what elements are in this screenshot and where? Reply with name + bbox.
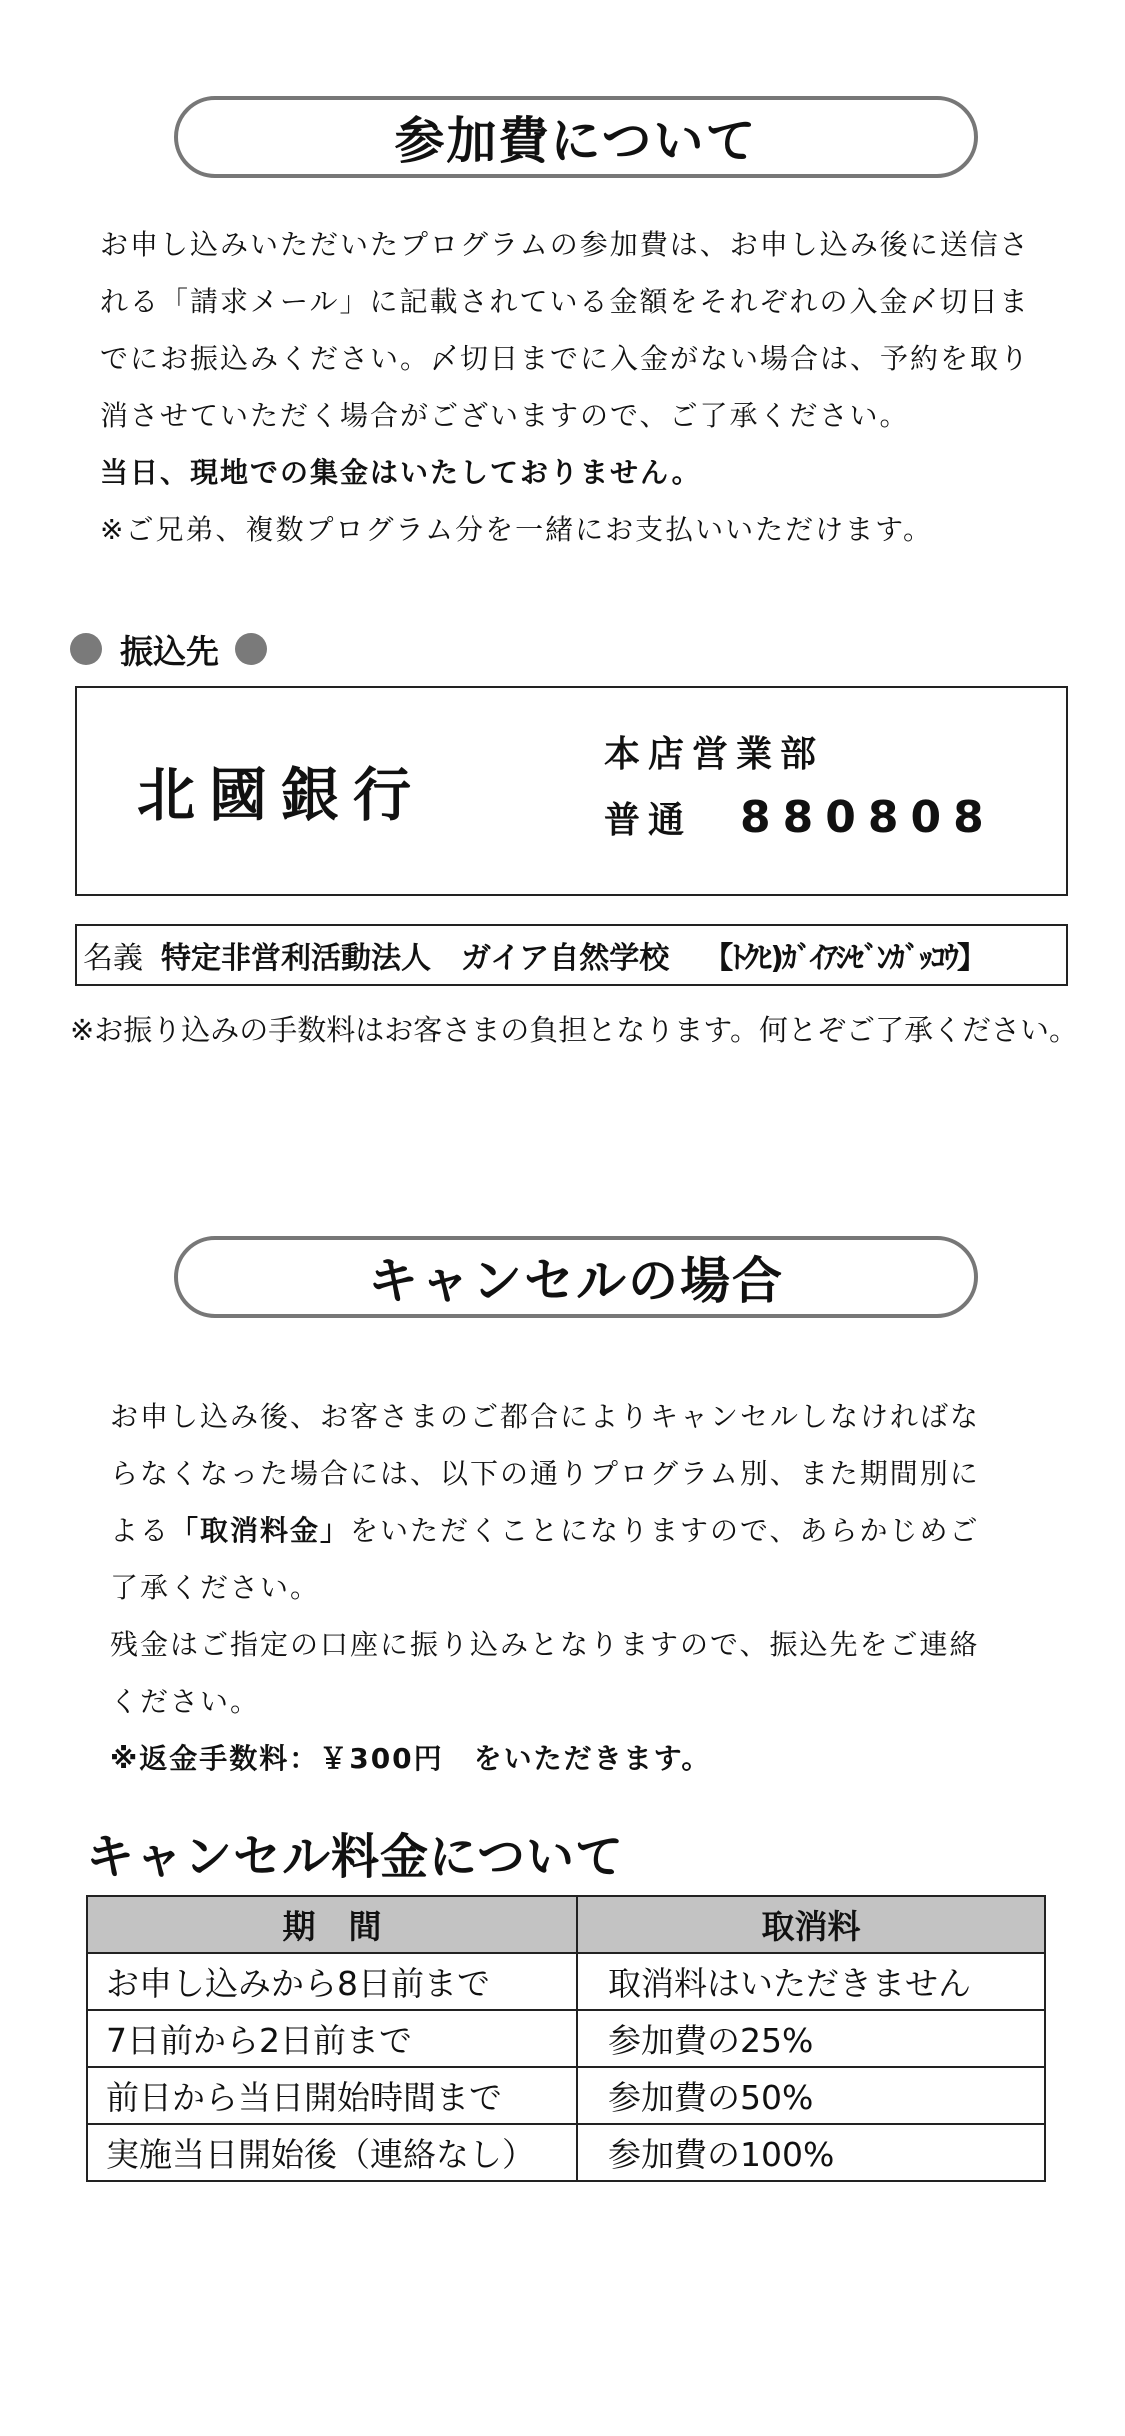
table-row bbox=[87, 2124, 1045, 2181]
cancel-fee-heading: キャンセル料金について bbox=[86, 1829, 625, 1885]
fee-header: 取消料 bbox=[577, 1896, 1045, 1953]
refund-fee-note: ※返金手数料：￥300円 をいただきます。 bbox=[110, 1742, 712, 1775]
cancel-fee-table bbox=[86, 1895, 1046, 2182]
holder-name: 特定非営利活動法人 ガイア自然学校 bbox=[161, 941, 670, 976]
period-cell: お申し込みから8日前まで bbox=[87, 1953, 577, 2010]
branch-name: 本店営業部 bbox=[604, 734, 825, 775]
period-cell: 7日前から2日前まで bbox=[87, 2010, 577, 2067]
cancel-paragraph-line: お申し込み後、お客さまのご都合によりキャンセルしなければな bbox=[110, 1400, 981, 1433]
account-info bbox=[604, 792, 996, 843]
transfer-fee-note: ※お振り込みの手数料はお客さまの負担となります。何とぞご了承ください。 bbox=[70, 1013, 1078, 1047]
fee-paragraph bbox=[100, 216, 1030, 558]
cancel-line-text: よる bbox=[110, 1514, 171, 1547]
account-type: 普通 bbox=[604, 800, 693, 841]
fee-paragraph-line: 消させていただく場合がございますので、ご了承ください。 bbox=[100, 399, 910, 432]
bank-info-box bbox=[75, 686, 1068, 896]
cancel-paragraph-line: 了承ください。 bbox=[110, 1571, 321, 1604]
cancel-paragraph-line bbox=[110, 1502, 980, 1559]
holder-kana: 【ﾄｸﾋ)ｶﾞｲｱｼｾﾞﾝｶﾞｯｺｳ】 bbox=[703, 941, 985, 976]
cancel-line-text: をいただくことになりますので、あらかじめご bbox=[350, 1514, 980, 1547]
period-header: 期 間 bbox=[87, 1896, 577, 1953]
transfer-label: 振込先 bbox=[120, 631, 219, 671]
fee-cell: 参加費の25% bbox=[577, 2010, 1045, 2067]
cancel-paragraph-line: らなくなった場合には、以下の通りプログラム別、また期間別に bbox=[110, 1457, 980, 1490]
cancel-paragraph-line: ください。 bbox=[110, 1685, 261, 1718]
transfer-label-row bbox=[70, 624, 267, 674]
fee-cell: 参加費の100% bbox=[577, 2124, 1045, 2181]
fee-paragraph-line: れる「請求メール」に記載されている金額をそれぞれの入金〆切日ま bbox=[100, 285, 1030, 318]
table-row bbox=[87, 2067, 1045, 2124]
period-cell: 実施当日開始後（連絡なし） bbox=[87, 2124, 577, 2181]
cancel-section-title: キャンセルの場合 bbox=[174, 1236, 978, 1318]
bullet-dot-icon bbox=[235, 633, 267, 665]
account-holder-box bbox=[75, 924, 1068, 986]
fee-cell: 参加費の50% bbox=[577, 2067, 1045, 2124]
bank-name: 北國銀行 bbox=[137, 761, 426, 829]
bullet-dot-icon bbox=[70, 633, 102, 665]
cancel-paragraph-line: 残金はご指定の口座に振り込みとなりますので、振込先をご連絡 bbox=[110, 1628, 980, 1661]
period-cell: 前日から当日開始時間まで bbox=[87, 2067, 577, 2124]
fee-paragraph-line: お申し込みいただいたプログラムの参加費は、お申し込み後に送信さ bbox=[100, 228, 1030, 261]
account-number: 880808 bbox=[740, 792, 996, 843]
holder-label: 名義 bbox=[83, 941, 143, 976]
combined-payment-note: ※ご兄弟、複数プログラム分を一緒にお支払いいただけます。 bbox=[100, 513, 933, 546]
table-header-row bbox=[87, 1896, 1045, 1953]
table-row bbox=[87, 2010, 1045, 2067]
fee-cell: 取消料はいただきません bbox=[577, 1953, 1045, 2010]
table-row bbox=[87, 1953, 1045, 2010]
fee-section-title: 参加費について bbox=[174, 96, 978, 178]
no-onsite-collection-note: 当日、現地での集金はいたしておりません。 bbox=[100, 456, 702, 489]
fee-paragraph-line: でにお振込みください。〆切日までに入金がない場合は、予約を取り bbox=[100, 342, 1031, 375]
cancel-paragraph bbox=[110, 1388, 980, 1787]
cancellation-fee-term: 「取消料金」 bbox=[170, 1514, 351, 1547]
